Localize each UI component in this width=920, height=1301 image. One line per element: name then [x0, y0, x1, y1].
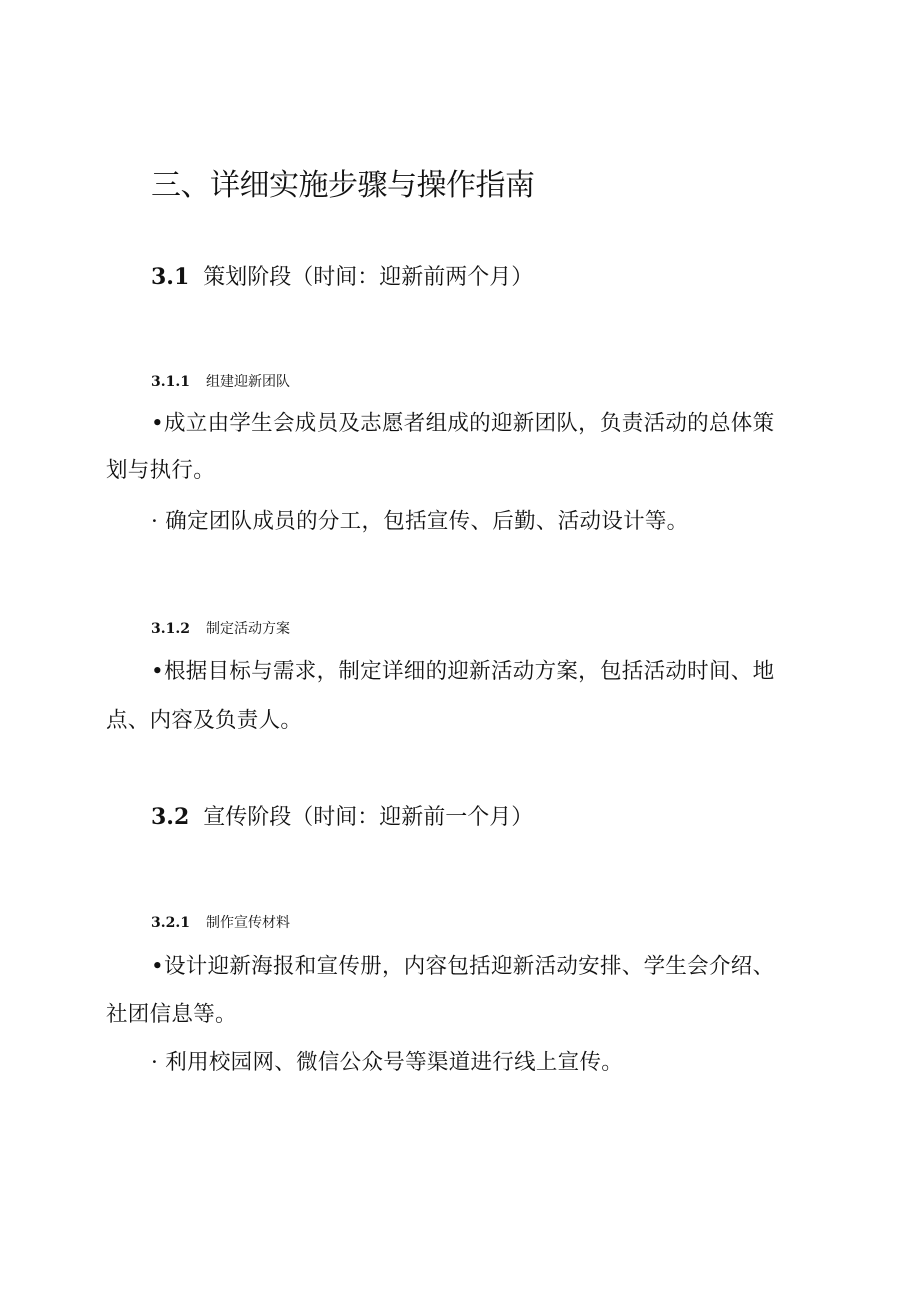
subsubsection-number: 3.2.1	[151, 915, 190, 931]
subsubsection-title: 制作宣传材料	[205, 915, 290, 931]
paragraph-line: 点、内容及负责人。	[106, 708, 303, 733]
paragraph-line: •根据目标与需求，制定详细的迎新活动方案，包括活动时间、地	[151, 659, 775, 684]
subsubsection-heading-3-1-2	[151, 619, 290, 639]
subsubsection-heading-3-2-1	[151, 913, 290, 933]
subsubsection-heading-3-1-1	[151, 372, 290, 392]
paragraph-line: •设计迎新海报和宣传册，内容包括迎新活动安排、学生会介绍、	[151, 954, 775, 979]
subsection-number: 3.1	[151, 264, 190, 290]
subsubsection-number: 3.1.2	[151, 621, 190, 637]
subsection-number: 3.2	[151, 804, 190, 830]
paragraph-line: 划与执行。	[106, 458, 216, 483]
subsubsection-title: 组建迎新团队	[205, 374, 290, 390]
paragraph-line: •成立由学生会成员及志愿者组成的迎新团队，负责活动的总体策	[151, 411, 775, 436]
paragraph-line: · 确定团队成员的分工，包括宣传、后勤、活动设计等。	[151, 509, 689, 534]
subsubsection-title: 制定活动方案	[205, 621, 290, 637]
subsection-title: 宣传阶段（时间：迎新前一个月）	[203, 805, 534, 830]
section-heading: 三、详细实施步骤与操作指南	[151, 168, 535, 203]
subsubsection-number: 3.1.1	[151, 374, 190, 390]
subsection-heading-3-2	[151, 802, 533, 833]
subsection-title: 策划阶段（时间：迎新前两个月）	[203, 265, 534, 290]
subsection-heading-3-1	[151, 262, 533, 293]
paragraph-line: · 利用校园网、微信公众号等渠道进行线上宣传。	[151, 1050, 624, 1075]
paragraph-line: 社团信息等。	[106, 1002, 237, 1027]
